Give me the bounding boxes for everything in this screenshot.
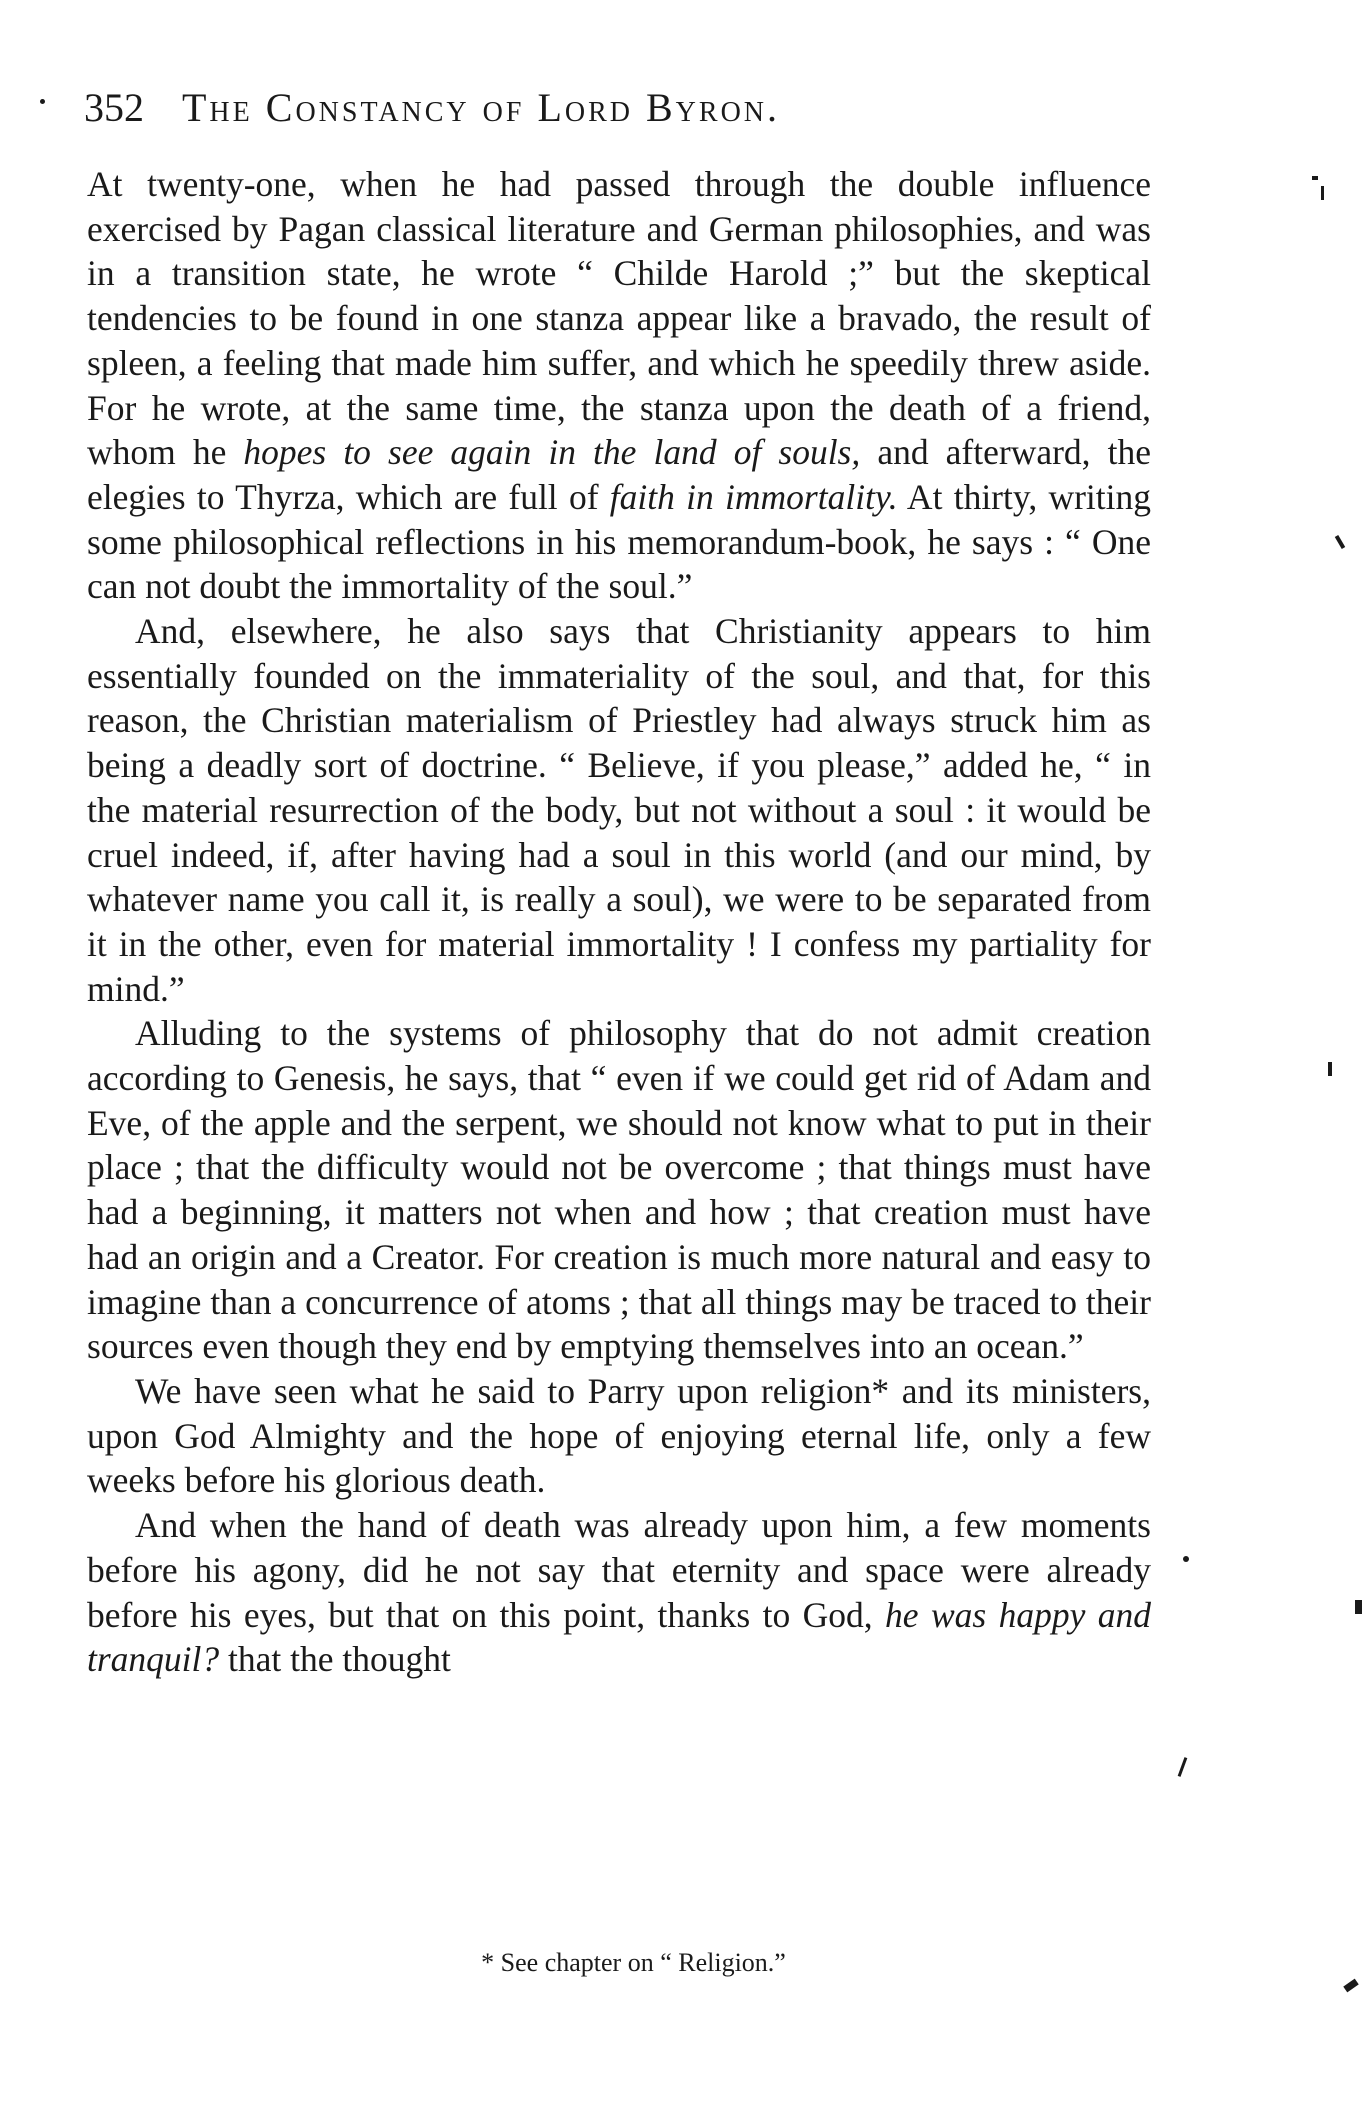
running-title: The Constancy of Lord Byron. <box>182 85 781 130</box>
italic-phrase: hopes to see again in the land of souls, <box>243 432 861 473</box>
margin-speck <box>1335 535 1345 549</box>
body-text <box>87 162 1151 1682</box>
italic-phrase: he was happy and tranquil? <box>87 1594 1151 1680</box>
page-number: 352 <box>84 85 144 130</box>
italic-phrase: faith in immortality. <box>609 476 898 517</box>
paragraph: And, elsewhere, he also says that Christianity appears to him essentially founded on the immateriality of the soul, and that, for this reason, the Christian materialism of Priestley had always struck him as being a deadly sort of doctrine. “ Believe, if you please,” added he, “ in the material resurrection of the body, but not without a soul : it would be cruel indeed, if, after having had a soul in this world (and our mind, by whatever name you call it, is really a soul), we were to be separated from it in the other, even for material immortality ! I confess my partiality for mind.” <box>87 611 1151 1009</box>
paragraph-text: At thirty, writing some philosophical reflections in his memorandum-book, he says : “ One can not doubt the immortality of the soul.” <box>87 476 1152 607</box>
margin-speck <box>1178 1757 1188 1777</box>
paragraph-text: that the thought <box>219 1639 451 1680</box>
running-header <box>84 78 1184 138</box>
paragraph-text: and afterward, the elegies to Thyrza, which are full of <box>87 432 1151 517</box>
margin-speck <box>1355 1600 1362 1614</box>
paragraph-text: And when the hand of death was already upon him, a few moments before his agony, did he not say that eternity and space were already before his eyes, but that on this point, thanks to God, <box>87 1505 1151 1635</box>
paragraph <box>87 162 1151 609</box>
margin-speck <box>1321 186 1324 200</box>
margin-speck <box>1312 176 1318 180</box>
paragraph <box>87 1503 1151 1682</box>
footnote: * See chapter on “ Religion.” <box>481 1948 786 1977</box>
margin-speck <box>40 99 45 104</box>
paragraph-text: At twenty-one, when he had passed through the double influence exercised by Pagan classical literature and German philosophies, and was in a transition state, he wrote “ Childe Harold ;” but the skeptical tendencies to be found in one stanza appear like a bravado, the result of spleen, a feeling that made him suffer, and which he speedily threw aside. For he wrote, at the same time, the stanza upon the death of a friend, whom he <box>87 164 1151 473</box>
paragraph: Alluding to the systems of philosophy that do not admit creation according to Genesis, he says, that “ even if we could get rid of Adam and Eve, of the apple and the serpent, we should not know what to put in their place ; that the difficulty would not be overcome ; that things must have had a beginning, it matters not when and how ; that creation must have had an origin and a Creator. For creation is much more natural and easy to imagine than a concurrence of atoms ; that all things may be traced to their sources even though they end by emptying themselves into an ocean.” <box>87 1013 1151 1367</box>
margin-speck <box>1328 1062 1332 1076</box>
paragraph: We have seen what he said to Parry upon religion* and its ministers, upon God Almighty and the hope of enjoying eternal life, only a few weeks before his glorious death. <box>87 1370 1151 1501</box>
margin-speck <box>1183 1556 1189 1562</box>
